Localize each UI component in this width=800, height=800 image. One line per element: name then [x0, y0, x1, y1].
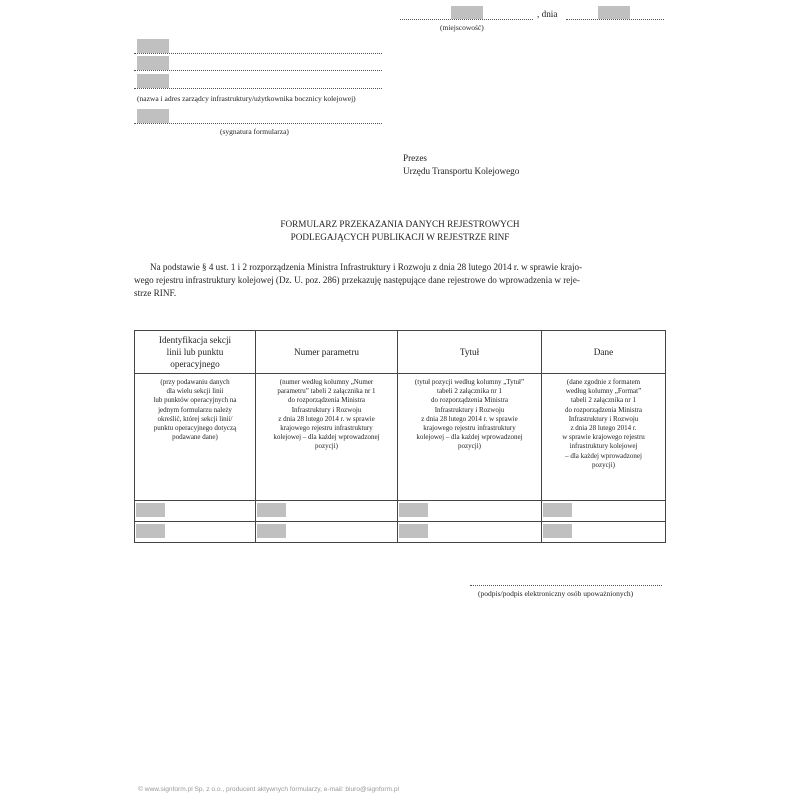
footer-credits: © www.signform.pl Sp. z o.o., producent aktywnych formularzy, e-mail: biuro@signform.pl — [138, 786, 399, 793]
desc-line: dla wielu sekcji linii — [166, 387, 224, 396]
form-title-line-1: FORMULARZ PRZEKAZANIA DANYCH REJESTROWYCH — [280, 219, 520, 229]
header-text: Tytuł — [459, 347, 480, 357]
manager-line-2 — [134, 70, 382, 71]
table-description-row — [135, 374, 666, 501]
desc-line: jednym formularzu należy — [158, 405, 232, 414]
desc-line: pozycji) — [315, 442, 338, 451]
header-section-id — [135, 331, 256, 374]
header-data — [542, 331, 666, 374]
desc-line: parametru” tabeli 2 załącznika nr 1 — [277, 387, 376, 396]
cell-title[interactable] — [398, 522, 542, 543]
desc-line: (numer według kolumny „Numer — [279, 378, 374, 386]
header-text: operacyjnego — [170, 359, 220, 369]
desc-line: infrastruktury kolejowej — [569, 442, 638, 451]
desc-line: punktu operacyjnego dotyczą — [153, 424, 237, 433]
manager-line-1 — [134, 53, 382, 54]
parameter-number-input[interactable] — [257, 503, 286, 517]
desc-line: pozycji) — [458, 442, 481, 451]
desc-line: do rozporządzenia Ministra — [565, 405, 642, 414]
desc-line: z dnia 28 lutego 2014 r. w sprawie — [278, 414, 375, 423]
table-header-row — [135, 331, 666, 374]
desc-line: do rozporządzenia Ministra — [431, 396, 508, 405]
desc-line: (tytuł pozycji według kolumny „Tytuł” — [414, 378, 525, 386]
desc-line: określić, której sekcji linii/ — [157, 414, 233, 423]
desc-line: Infrastruktury i Rozwoju — [434, 405, 505, 414]
manager-name-input-2[interactable] — [137, 56, 169, 70]
cell-data[interactable] — [542, 501, 666, 522]
cell-data[interactable] — [542, 522, 666, 543]
cell-title[interactable] — [398, 501, 542, 522]
form-signature-caption: (sygnatura formularza) — [220, 127, 289, 136]
rinf-data-table — [134, 330, 666, 543]
desc-line: tabeli 2 załącznika nr 1 — [437, 387, 502, 396]
authorized-signature-line — [470, 585, 662, 586]
header-text: linii lub punktu — [166, 347, 224, 357]
date-separator: , dnia — [537, 9, 558, 19]
desc-line: kolejowej – dla każdej wprowadzonej — [273, 433, 380, 442]
desc-line: z dnia 28 lutego 2014 r. — [570, 424, 637, 433]
desc-line: według kolumny „Format” — [565, 387, 642, 396]
cell-section-id[interactable] — [135, 522, 256, 543]
place-input[interactable] — [451, 6, 483, 19]
header-title — [398, 331, 542, 374]
desc-title — [398, 374, 542, 501]
manager-line-3 — [134, 88, 382, 89]
manager-name-input-3[interactable] — [137, 74, 169, 88]
body-line-1: Na podstawie § 4 ust. 1 i 2 rozporządzenia Ministra Infrastruktury i Rozwoju z dnia 28 lutego 2014 r. w sprawie krajo- — [150, 262, 583, 272]
desc-line: (dane zgodnie z formatem — [566, 378, 641, 386]
form-signature-input[interactable] — [137, 109, 169, 123]
header-text: Identyfikacja sekcji — [158, 335, 232, 345]
data-input[interactable] — [543, 503, 572, 517]
desc-line: podawane dane) — [172, 433, 218, 442]
desc-line: do rozporządzenia Ministra — [288, 396, 365, 405]
desc-line: tabeli 2 załącznika nr 1 — [571, 396, 636, 405]
header-parameter-number — [256, 331, 398, 374]
desc-line: Infrastruktury i Rozwoju — [568, 414, 639, 423]
cell-parameter-number[interactable] — [256, 501, 398, 522]
desc-line: z dnia 28 lutego 2014 r. w sprawie — [421, 414, 518, 423]
body-line-3: strze RINF. — [134, 288, 177, 298]
desc-data — [542, 374, 666, 501]
header-text: Numer parametru — [293, 347, 360, 357]
desc-line: w sprawie krajowego rejestru — [562, 433, 645, 442]
desc-line: lub punktów operacyjnych na — [153, 396, 237, 405]
authorized-signature-caption: (podpis/podpis elektroniczny osób upoważnionych) — [478, 589, 634, 598]
section-id-input[interactable] — [136, 503, 165, 517]
desc-line: pozycji) — [592, 460, 615, 469]
recipient-line-1: Prezes — [403, 153, 427, 163]
title-input[interactable] — [399, 524, 428, 538]
desc-line: krajowego rejestru infrastruktury — [280, 424, 373, 433]
desc-line: (przy podawaniu danych — [160, 378, 230, 386]
place-field-line — [400, 19, 533, 20]
manager-name-input-1[interactable] — [137, 39, 169, 53]
title-input[interactable] — [399, 503, 428, 517]
form-title-line-2: PODLEGAJĄCYCH PUBLIKACJI W REJESTRZE RINF — [290, 232, 510, 242]
desc-line: kolejowej – dla każdej wprowadzonej — [416, 433, 523, 442]
desc-line: – dla każdej wprowadzonej — [565, 451, 642, 460]
cell-parameter-number[interactable] — [256, 522, 398, 543]
table-row — [135, 522, 666, 543]
cell-section-id[interactable] — [135, 501, 256, 522]
parameter-number-input[interactable] — [257, 524, 286, 538]
desc-section-id — [135, 374, 256, 501]
desc-line: Infrastruktury i Rozwoju — [291, 405, 362, 414]
date-input[interactable] — [598, 6, 630, 19]
date-field-line — [566, 19, 664, 20]
place-caption: (miejscowość) — [440, 23, 484, 32]
signature-line — [134, 123, 382, 124]
recipient-line-2: Urzędu Transportu Kolejowego — [403, 166, 520, 176]
manager-caption: (nazwa i adres zarządcy infrastruktury/użytkownika bocznicy kolejowej) — [137, 94, 356, 103]
header-text: Dane — [593, 347, 614, 357]
desc-parameter-number — [256, 374, 398, 501]
data-input[interactable] — [543, 524, 572, 538]
body-line-2: wego rejestru infrastruktury kolejowej (Dz. U. poz. 286) przekazuję następujące dane rejestrowe do wprowadzenia w reje- — [134, 275, 580, 285]
table-row — [135, 501, 666, 522]
desc-line: krajowego rejestru infrastruktury — [423, 424, 516, 433]
section-id-input[interactable] — [136, 524, 165, 538]
